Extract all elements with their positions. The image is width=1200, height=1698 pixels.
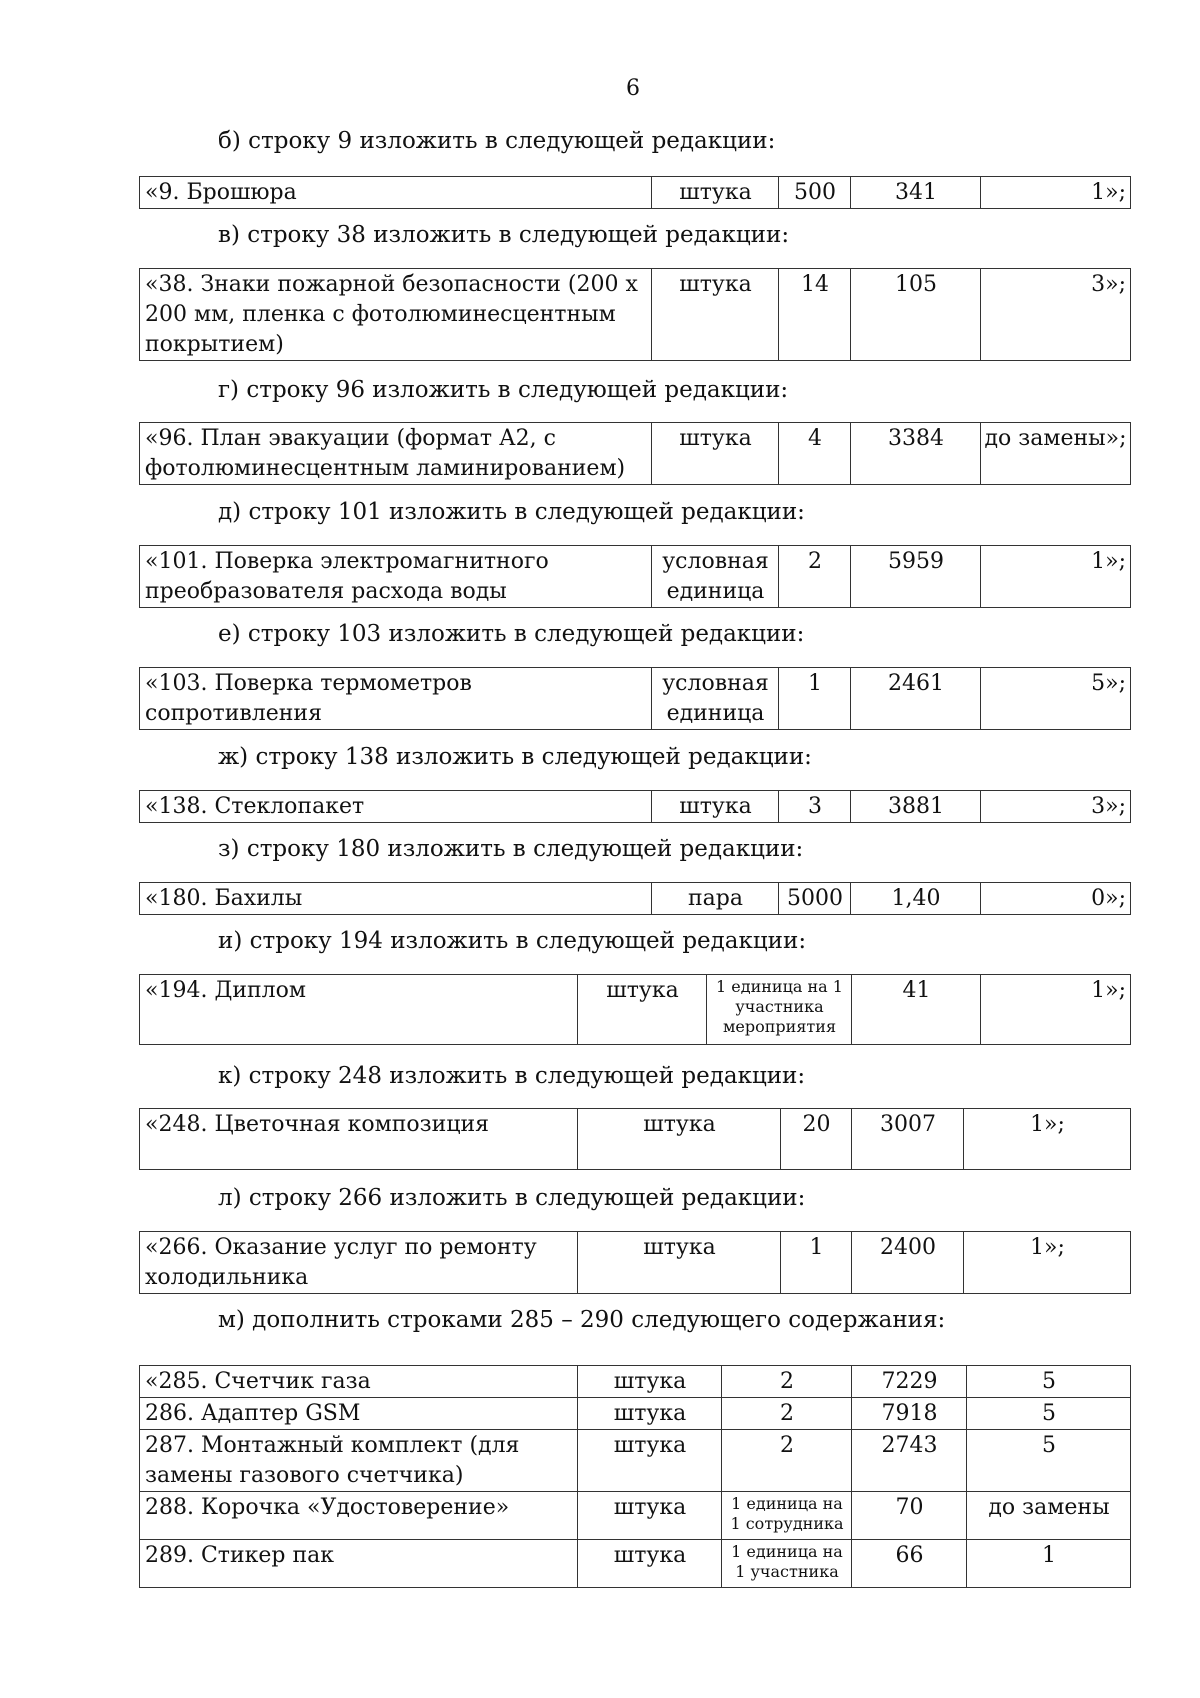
table-row bbox=[140, 1430, 1131, 1492]
unit-cell: условная единица bbox=[652, 668, 779, 730]
quantity-cell: 2 bbox=[722, 1366, 852, 1398]
price-cell: 5959 bbox=[851, 546, 981, 608]
price-cell: 341 bbox=[851, 177, 981, 209]
amendment-heading: е) строку 103 изложить в следующей редакции: bbox=[218, 621, 805, 647]
table-row bbox=[140, 1540, 1131, 1588]
item-name-cell: 286. Адаптер GSM bbox=[140, 1398, 578, 1430]
amendment-heading: ж) строку 138 изложить в следующей редакции: bbox=[218, 744, 812, 770]
item-name-cell: 288. Корочка «Удостоверение» bbox=[140, 1492, 578, 1540]
amendment-heading: м) дополнить строками 285 – 290 следующего содержания: bbox=[218, 1307, 946, 1333]
quantity-norm-cell: 1 единица на 1 участника bbox=[722, 1540, 852, 1588]
price-cell: 1,40 bbox=[851, 883, 981, 915]
table-row bbox=[140, 1492, 1131, 1540]
unit-cell: штука bbox=[652, 423, 779, 485]
item-name-cell: «180. Бахилы bbox=[140, 883, 652, 915]
amendment-heading: д) строку 101 изложить в следующей редакции: bbox=[218, 499, 805, 525]
quantity-norm-cell: 1 единица на 1 участника мероприятия bbox=[707, 975, 852, 1045]
table-row bbox=[140, 791, 1131, 823]
page-number: 6 bbox=[626, 76, 640, 101]
quantity-cell: 2 bbox=[722, 1430, 852, 1492]
quantity-cell: 3 bbox=[779, 791, 851, 823]
amendment-table bbox=[139, 545, 1131, 608]
unit-cell: штука bbox=[578, 1492, 722, 1540]
quantity-cell: 20 bbox=[781, 1109, 852, 1170]
price-cell: 66 bbox=[852, 1540, 967, 1588]
unit-cell: пара bbox=[652, 883, 779, 915]
term-cell: 1»; bbox=[981, 177, 1131, 209]
term-cell: до замены bbox=[967, 1492, 1131, 1540]
amendment-heading: л) строку 266 изложить в следующей редакции: bbox=[218, 1185, 806, 1211]
term-cell: 1»; bbox=[981, 975, 1131, 1045]
amendment-heading: и) строку 194 изложить в следующей редакции: bbox=[218, 928, 807, 954]
quantity-cell: 1 bbox=[781, 1232, 852, 1294]
table-row bbox=[140, 177, 1131, 209]
unit-cell: штука bbox=[652, 269, 779, 361]
unit-cell: условная единица bbox=[652, 546, 779, 608]
price-cell: 3881 bbox=[851, 791, 981, 823]
price-cell: 3384 bbox=[851, 423, 981, 485]
item-name-cell: «96. План эвакуации (формат А2, с фотолюминесцентным ламинированием) bbox=[140, 423, 652, 485]
table-row bbox=[140, 269, 1131, 361]
price-cell: 2400 bbox=[852, 1232, 964, 1294]
item-name-cell: «103. Поверка термометров сопротивления bbox=[140, 668, 652, 730]
table-row bbox=[140, 1398, 1131, 1430]
item-name-cell: 287. Монтажный комплект (для замены газового счетчика) bbox=[140, 1430, 578, 1492]
term-cell: 5»; bbox=[981, 668, 1131, 730]
quantity-cell: 2 bbox=[722, 1398, 852, 1430]
amendment-heading: б) строку 9 изложить в следующей редакции: bbox=[218, 128, 776, 154]
term-cell: 1 bbox=[967, 1540, 1131, 1588]
price-cell: 3007 bbox=[852, 1109, 964, 1170]
item-name-cell: «38. Знаки пожарной безопасности (200 х 200 мм, пленка с фотолюминесцентным покрытием) bbox=[140, 269, 652, 361]
item-name-cell: «248. Цветочная композиция bbox=[140, 1109, 578, 1170]
amendment-table bbox=[139, 974, 1131, 1045]
unit-cell: штука bbox=[578, 1366, 722, 1398]
item-name-cell: «266. Оказание услуг по ремонту холодильника bbox=[140, 1232, 578, 1294]
amendment-table bbox=[139, 422, 1131, 485]
amendment-table bbox=[139, 790, 1131, 823]
term-cell: 3»; bbox=[981, 269, 1131, 361]
quantity-cell: 500 bbox=[779, 177, 851, 209]
price-cell: 41 bbox=[852, 975, 981, 1045]
price-cell: 2461 bbox=[851, 668, 981, 730]
price-cell: 70 bbox=[852, 1492, 967, 1540]
table-row bbox=[140, 1232, 1131, 1294]
unit-cell: штука bbox=[578, 1109, 781, 1170]
table-row bbox=[140, 423, 1131, 485]
amendment-table bbox=[139, 268, 1131, 361]
price-cell: 2743 bbox=[852, 1430, 967, 1492]
quantity-cell: 1 bbox=[779, 668, 851, 730]
table-row bbox=[140, 975, 1131, 1045]
quantity-cell: 5000 bbox=[779, 883, 851, 915]
amendment-table bbox=[139, 667, 1131, 730]
unit-cell: штука bbox=[578, 1430, 722, 1492]
price-cell: 105 bbox=[851, 269, 981, 361]
term-cell: 5 bbox=[967, 1398, 1131, 1430]
item-name-cell: «194. Диплом bbox=[140, 975, 578, 1045]
amendment-heading: з) строку 180 изложить в следующей редакции: bbox=[218, 836, 804, 862]
term-cell: 0»; bbox=[981, 883, 1131, 915]
unit-cell: штука bbox=[652, 177, 779, 209]
amendment-heading: в) строку 38 изложить в следующей редакции: bbox=[218, 222, 790, 248]
quantity-cell: 14 bbox=[779, 269, 851, 361]
item-name-cell: «138. Стеклопакет bbox=[140, 791, 652, 823]
unit-cell: штука bbox=[578, 1540, 722, 1588]
table-row bbox=[140, 668, 1131, 730]
term-cell: 1»; bbox=[964, 1232, 1131, 1294]
unit-cell: штука bbox=[652, 791, 779, 823]
quantity-norm-cell: 1 единица на 1 сотрудника bbox=[722, 1492, 852, 1540]
unit-cell: штука bbox=[578, 1232, 781, 1294]
unit-cell: штука bbox=[578, 1398, 722, 1430]
price-cell: 7918 bbox=[852, 1398, 967, 1430]
table-row bbox=[140, 883, 1131, 915]
amendment-heading: к) строку 248 изложить в следующей редакции: bbox=[218, 1063, 806, 1089]
table-row bbox=[140, 1366, 1131, 1398]
amendment-table bbox=[139, 1108, 1131, 1170]
term-cell: 5 bbox=[967, 1366, 1131, 1398]
table-row bbox=[140, 1109, 1131, 1170]
term-cell: до замены»; bbox=[981, 423, 1131, 485]
quantity-cell: 2 bbox=[779, 546, 851, 608]
amendment-table bbox=[139, 1231, 1131, 1294]
price-cell: 7229 bbox=[852, 1366, 967, 1398]
quantity-cell: 4 bbox=[779, 423, 851, 485]
amendment-heading: г) строку 96 изложить в следующей редакции: bbox=[218, 377, 789, 403]
amendment-table bbox=[139, 1365, 1131, 1588]
term-cell: 1»; bbox=[981, 546, 1131, 608]
item-name-cell: 289. Стикер пак bbox=[140, 1540, 578, 1588]
unit-cell: штука bbox=[578, 975, 707, 1045]
amendment-table bbox=[139, 882, 1131, 915]
item-name-cell: «9. Брошюра bbox=[140, 177, 652, 209]
amendment-table bbox=[139, 176, 1131, 209]
table-row bbox=[140, 546, 1131, 608]
item-name-cell: «101. Поверка электромагнитного преобразователя расхода воды bbox=[140, 546, 652, 608]
item-name-cell: «285. Счетчик газа bbox=[140, 1366, 578, 1398]
term-cell: 3»; bbox=[981, 791, 1131, 823]
term-cell: 5 bbox=[967, 1430, 1131, 1492]
term-cell: 1»; bbox=[964, 1109, 1131, 1170]
